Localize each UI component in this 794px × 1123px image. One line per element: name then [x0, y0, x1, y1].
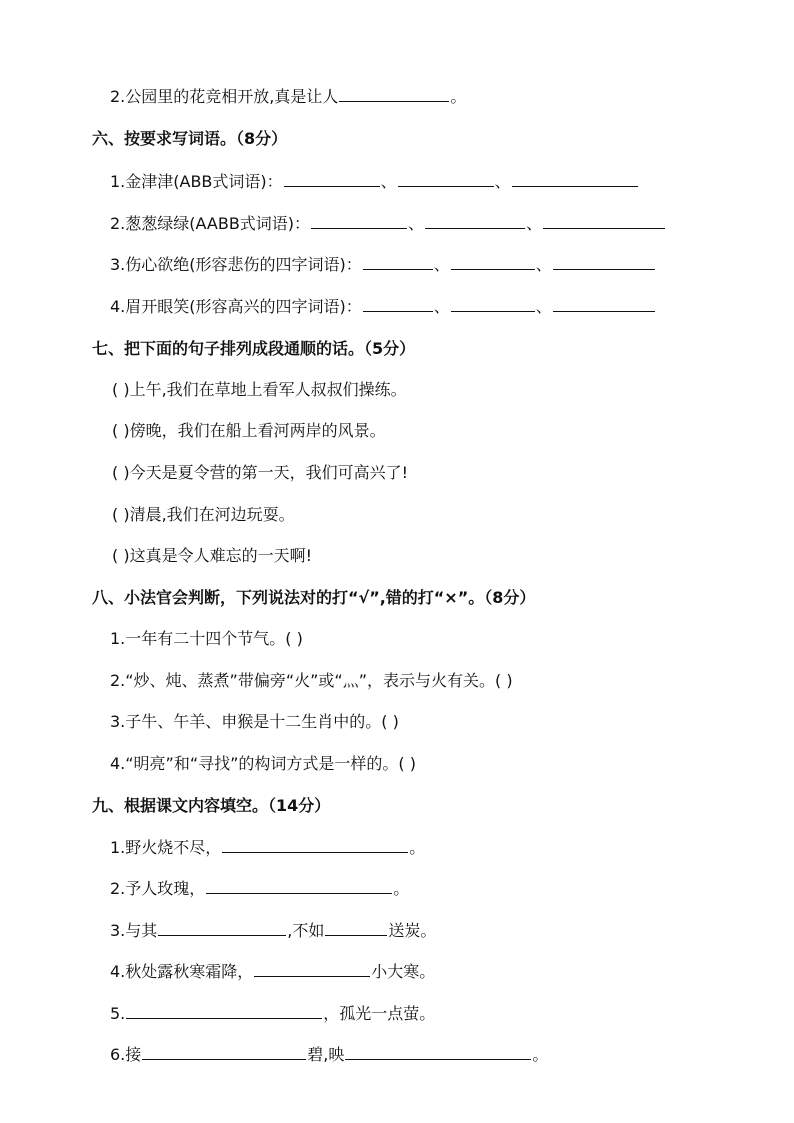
- sentence-item: ( )今天是夏令营的第一天，我们可高兴了!: [112, 463, 408, 482]
- answer-blank[interactable]: [325, 921, 387, 936]
- answer-blank[interactable]: [142, 1045, 306, 1060]
- answer-blank[interactable]: [553, 255, 655, 270]
- poem-fill-item: [110, 920, 436, 942]
- answer-blank[interactable]: [512, 172, 638, 187]
- item-text: 2.公园里的花竞相开放,真是让人: [110, 87, 339, 106]
- item-end: 。: [393, 879, 410, 898]
- answer-blank[interactable]: [206, 879, 392, 894]
- answer-blank[interactable]: [222, 838, 408, 853]
- answer-blank[interactable]: [363, 297, 433, 312]
- separator: 、: [494, 172, 511, 191]
- separator: 、: [526, 214, 543, 233]
- poem-fill-item: [110, 961, 435, 983]
- answer-blank[interactable]: [553, 297, 655, 312]
- answer-blank[interactable]: [345, 1045, 531, 1060]
- poem-fill-item: [110, 837, 425, 859]
- item-text: 3.与其: [110, 921, 158, 940]
- answer-blank[interactable]: [543, 214, 665, 229]
- item-text: 5.: [110, 1004, 126, 1023]
- answer-blank[interactable]: [284, 172, 380, 187]
- item-text: 3.伤心欲绝(形容悲伤的四字词语)：: [110, 255, 362, 274]
- answer-blank[interactable]: [158, 921, 286, 936]
- word-item: [110, 296, 656, 318]
- item-end: 。: [450, 87, 467, 106]
- section-seven-heading: 七、把下面的句子排列成段通顺的话。（5分）: [92, 339, 416, 358]
- item-end: 。: [532, 1045, 549, 1064]
- answer-blank[interactable]: [451, 297, 535, 312]
- word-item: [110, 213, 666, 235]
- item-end: ，孤光一点萤。: [323, 1004, 436, 1023]
- word-item: [110, 254, 656, 276]
- item-text: 1.野火烧不尽，: [110, 838, 222, 857]
- item-text: 碧,映: [307, 1045, 345, 1064]
- sentence-item: ( )清晨,我们在河边玩耍。: [112, 505, 295, 524]
- separator: 、: [535, 297, 552, 316]
- item-end: 送炭。: [388, 921, 437, 940]
- answer-blank[interactable]: [339, 87, 449, 102]
- answer-blank[interactable]: [398, 172, 494, 187]
- sentence-item: ( )这真是令人难忘的一天啊!: [112, 546, 312, 565]
- separator: 、: [535, 255, 552, 274]
- item-end: 小大寒。: [371, 962, 436, 981]
- fill-item: [110, 86, 466, 108]
- sentence-item: ( )傍晚，我们在船上看河两岸的风景。: [112, 421, 386, 440]
- item-text: 4.眉开眼笑(形容高兴的四字词语)：: [110, 297, 362, 316]
- judge-item: 1.一年有二十四个节气。( ): [110, 629, 303, 648]
- poem-fill-item: [110, 1003, 435, 1025]
- answer-blank[interactable]: [126, 1004, 322, 1019]
- separator: 、: [433, 297, 450, 316]
- separator: 、: [380, 172, 397, 191]
- item-text: 4.秋处露秋寒霜降，: [110, 962, 254, 981]
- answer-blank[interactable]: [254, 962, 370, 977]
- judge-item: 4.“明亮”和“寻找”的构词方式是一样的。( ): [110, 754, 416, 773]
- item-text: 1.金津津(ABB式词语)：: [110, 172, 283, 191]
- word-item: [110, 171, 639, 193]
- section-nine-heading: 九、根据课文内容填空。（14分）: [92, 796, 331, 815]
- item-text: 6.接: [110, 1045, 142, 1064]
- item-text: ,不如: [287, 921, 325, 940]
- answer-blank[interactable]: [311, 214, 407, 229]
- item-end: 。: [409, 838, 426, 857]
- sentence-item: ( )上午,我们在草地上看军人叔叔们操练。: [112, 380, 407, 399]
- section-eight-heading: 八、小法官会判断，下列说法对的打“√”,错的打“×”。（8分）: [92, 588, 536, 607]
- item-text: 2.葱葱绿绿(AABB式词语)：: [110, 214, 311, 233]
- answer-blank[interactable]: [425, 214, 525, 229]
- item-text: 2.予人玫瑰，: [110, 879, 206, 898]
- poem-fill-item: [110, 1044, 548, 1066]
- judge-item: 3.子牛、午羊、申猴是十二生肖中的。( ): [110, 712, 399, 731]
- section-six-heading: 六、按要求写词语。（8分）: [92, 129, 288, 148]
- separator: 、: [408, 214, 425, 233]
- separator: 、: [433, 255, 450, 274]
- judge-item: 2.“炒、炖、蒸煮”带偏旁“火”或“灬”，表示与火有关。( ): [110, 671, 513, 690]
- answer-blank[interactable]: [451, 255, 535, 270]
- poem-fill-item: [110, 878, 409, 900]
- answer-blank[interactable]: [363, 255, 433, 270]
